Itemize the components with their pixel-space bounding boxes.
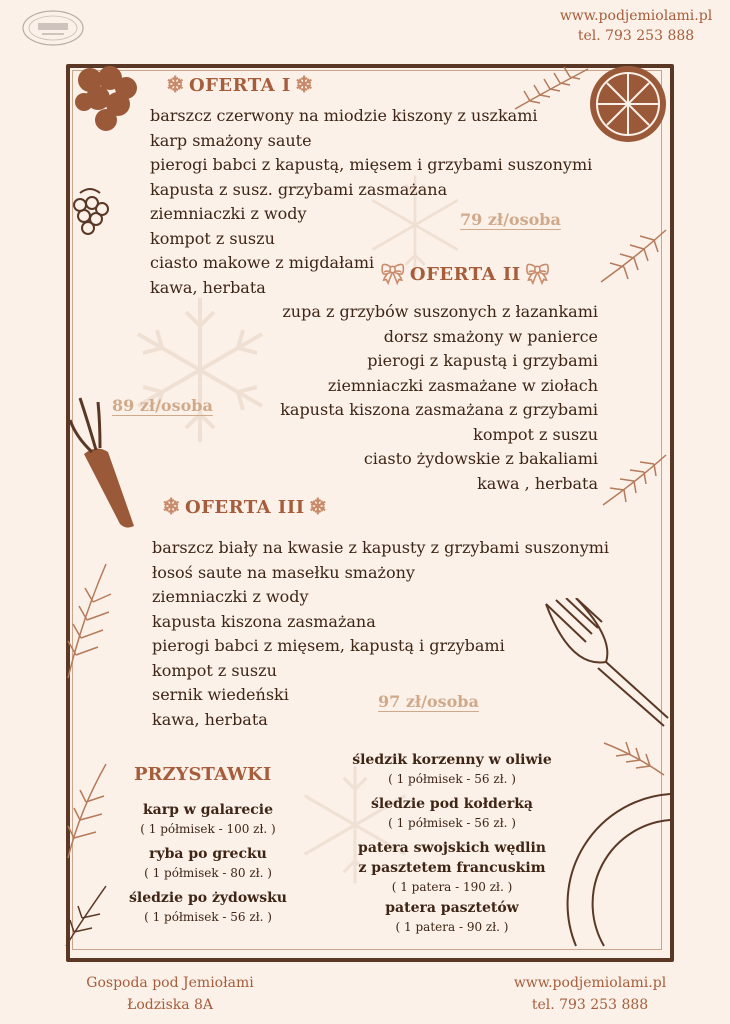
starter-name: patera pasztetów [385, 900, 519, 916]
footer-address: Łodziska 8A [126, 997, 214, 1013]
starter-name: śledzie pod kołderką [370, 796, 533, 812]
offer-1-item: kompot z suszu [150, 228, 275, 248]
fir-branch-icon [62, 560, 116, 680]
starter-detail: ( 1 patera - 190 zł. ) [391, 880, 513, 894]
offer-2-price: 89 zł/osoba [112, 396, 213, 415]
offer-1-title [166, 72, 314, 98]
offer-3-price: 97 zł/osoba [378, 692, 479, 711]
starters-right [334, 750, 570, 936]
offer-3-item: kawa, herbata [152, 709, 268, 729]
fir-branch-icon [62, 880, 110, 950]
offer-2-item: ciasto żydowskie z bakaliami [363, 449, 598, 468]
bow-icon: 🎀︎ [380, 262, 406, 286]
offer-3-item: kompot z suszu [152, 660, 277, 680]
offer-2-item: kawa , herbata [477, 473, 598, 493]
offer-2-title [380, 262, 551, 286]
offer-1-item: kawa, herbata [150, 277, 266, 297]
offer-1-item: barszcz czerwony na miodzie kiszony z uszkami [150, 106, 538, 125]
starter-detail: ( 1 patera - 90 zł. ) [395, 920, 509, 934]
header-website[interactable]: www.podjemiolami.pl [559, 8, 713, 24]
starter-name: patera swojskich wędlin [358, 840, 546, 856]
offer-3-item: pierogi babci z mięsem, kapustą i grzybami [152, 636, 505, 655]
footer-address-block [60, 972, 280, 1016]
starter-detail: ( 1 półmisek - 100 zł. ) [140, 822, 276, 836]
starter-detail: ( 1 półmisek - 56 zł. ) [388, 772, 516, 786]
header-phone[interactable]: tel. 793 253 888 [577, 28, 695, 44]
starter-name-line2: z pasztetem francuskim [358, 860, 546, 876]
footer-phone[interactable]: tel. 793 253 888 [531, 997, 649, 1013]
snowflake-icon: ❄ [166, 72, 185, 98]
grapes-icon [70, 62, 140, 142]
starter-detail: ( 1 półmisek - 56 zł. ) [388, 816, 516, 830]
starter-name: śledzie po żydowsku [129, 890, 287, 906]
footer-name: Gospoda pod Jemiołami [86, 975, 254, 991]
orange-slice-icon [584, 60, 670, 150]
offer-2-item: kapusta kiszona zasmażana z grzybami [280, 400, 598, 419]
footer-contact-block [490, 972, 690, 1016]
starter-detail: ( 1 półmisek - 56 zł. ) [144, 910, 272, 924]
offer-3-item: ziemniaczki z wody [152, 587, 309, 606]
fir-branch-icon [596, 222, 668, 292]
offer-3-item: sernik wiedeński [152, 685, 289, 704]
fir-branch-icon [598, 450, 668, 510]
offer-3-title-text: OFERTA III [184, 496, 305, 518]
snowflake-icon: ❄ [294, 72, 314, 98]
offer-2-item: pierogi z kapustą i grzybami [367, 351, 598, 370]
offer-1-item: karp smażony saute [150, 130, 312, 150]
offer-2-item: ziemniaczki zasmażane w ziołach [327, 375, 598, 395]
offer-1-title-text: OFERTA I [188, 74, 291, 96]
offer-2-items [280, 300, 598, 496]
offer-2-title-text: OFERTA II [409, 263, 521, 285]
bow-icon: 🎀︎ [524, 262, 551, 286]
offer-1-item: ziemniaczki z wody [150, 204, 307, 223]
offer-1-item: ciasto makowe z migdałami [150, 253, 375, 272]
starter-detail: ( 1 półmisek - 80 zł. ) [144, 866, 272, 880]
offer-3-item: łosoś saute na masełku smażony [152, 562, 415, 582]
logo-icon [20, 8, 86, 48]
snowflake-icon [120, 290, 280, 450]
footer-website[interactable]: www.podjemiolami.pl [513, 975, 667, 991]
snowflake-icon: ❄ [308, 494, 328, 520]
snowflake-icon: ❄ [162, 494, 181, 520]
offer-1-item: pierogi babci z kapustą, mięsem i grzybami suszonymi [150, 155, 593, 174]
offer-1-price: 79 zł/osoba [460, 210, 561, 229]
starter-name: ryba po grecku [149, 846, 267, 862]
offer-3-item: barszcz biały na kwasie z kapusty z grzybami suszonymi [152, 538, 610, 557]
starter-name: karp w galarecie [142, 802, 274, 818]
starter-name: śledzik korzenny w oliwie [352, 752, 552, 768]
offer-2-item: dorsz smażony w panierce [383, 326, 598, 346]
raspberry-icon [66, 183, 114, 239]
fir-branch-icon [600, 735, 666, 781]
offer-3-item: kapusta kiszona zasmażana [152, 611, 376, 631]
starters-title: PRZYSTAWKI [134, 764, 272, 785]
offer-3-title [162, 494, 328, 520]
fir-branch-icon [62, 760, 112, 860]
offer-2-item: kompot z suszu [473, 424, 598, 444]
offer-2-item: zupa z grzybów suszonych z łazankami [282, 302, 598, 321]
offer-1-item: kapusta z susz. grzybami zasmażana [150, 179, 448, 199]
starters-left [110, 800, 306, 926]
